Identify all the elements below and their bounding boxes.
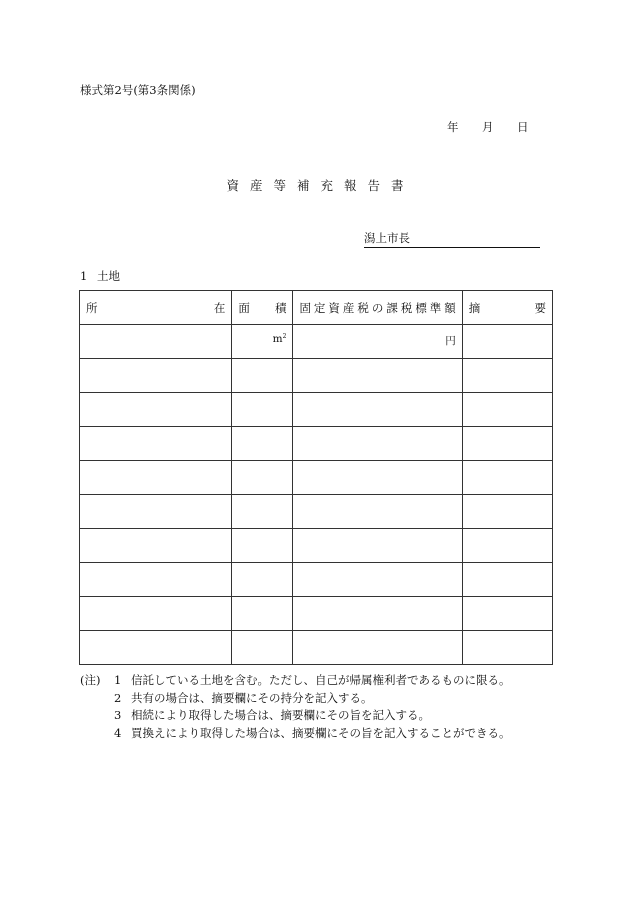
- table-row: [80, 563, 553, 597]
- table-row: [80, 325, 553, 359]
- table-row: [80, 631, 553, 665]
- land-table: [79, 290, 553, 665]
- header-tax-base: [293, 291, 462, 325]
- cell-area[interactable]: [232, 427, 293, 461]
- cell-remarks[interactable]: [462, 359, 552, 393]
- cell-area[interactable]: [232, 359, 293, 393]
- date-month-label: 月: [482, 120, 494, 134]
- cell-area[interactable]: [232, 325, 293, 359]
- cell-tax-base[interactable]: [293, 461, 462, 495]
- cell-area[interactable]: [232, 529, 293, 563]
- header-remarks: 摘 要: [462, 291, 552, 325]
- cell-location[interactable]: [80, 325, 232, 359]
- cell-tax-base[interactable]: [293, 563, 462, 597]
- table-row: [80, 529, 553, 563]
- notes: [80, 672, 511, 742]
- cell-location[interactable]: [80, 427, 232, 461]
- section-number: 1: [80, 269, 88, 283]
- date-year-label: 年: [447, 120, 459, 134]
- cell-area[interactable]: [232, 461, 293, 495]
- note-item: (注) 1 信託している土地を含む。ただし、自己が帰属権利者であるものに限る。: [80, 672, 511, 690]
- table-row: [80, 359, 553, 393]
- cell-area[interactable]: [232, 393, 293, 427]
- header-location: 所 在: [80, 291, 232, 325]
- cell-tax-base[interactable]: [293, 325, 462, 359]
- table-header-row: [80, 291, 553, 325]
- area-unit: $m^2$: [272, 333, 287, 345]
- table-row: [80, 597, 553, 631]
- cell-location[interactable]: [80, 597, 232, 631]
- addressee-line: [364, 230, 540, 248]
- cell-remarks[interactable]: [462, 427, 552, 461]
- cell-remarks[interactable]: [462, 597, 552, 631]
- cell-remarks[interactable]: [462, 631, 552, 665]
- cell-remarks[interactable]: [462, 495, 552, 529]
- table-row: [80, 427, 553, 461]
- cell-remarks[interactable]: [462, 325, 552, 359]
- note-item: 4 買換えにより取得した場合は、摘要欄にその旨を記入することができる。: [114, 725, 511, 740]
- cell-area[interactable]: [232, 597, 293, 631]
- cell-location[interactable]: [80, 495, 232, 529]
- cell-tax-base[interactable]: [293, 393, 462, 427]
- cell-tax-base[interactable]: [293, 529, 462, 563]
- cell-remarks[interactable]: [462, 461, 552, 495]
- notes-label: (注): [80, 673, 101, 687]
- cell-tax-base[interactable]: [293, 427, 462, 461]
- cell-remarks[interactable]: [462, 393, 552, 427]
- document-title: 資産等補充報告書: [226, 178, 415, 193]
- cell-tax-base[interactable]: [293, 631, 462, 665]
- header-area: 面 積: [232, 291, 293, 325]
- cell-location[interactable]: [80, 631, 232, 665]
- section-label: 土地: [97, 269, 120, 283]
- section-heading: [80, 268, 120, 284]
- cell-area[interactable]: [232, 495, 293, 529]
- form-number: 様式第2号(第3条関係): [80, 83, 196, 97]
- cell-remarks[interactable]: [462, 563, 552, 597]
- cell-area[interactable]: [232, 631, 293, 665]
- cell-location[interactable]: [80, 563, 232, 597]
- cell-tax-base[interactable]: [293, 597, 462, 631]
- cell-location[interactable]: [80, 393, 232, 427]
- cell-location[interactable]: [80, 359, 232, 393]
- cell-location[interactable]: [80, 529, 232, 563]
- date-day-label: 日: [517, 120, 529, 134]
- cell-location[interactable]: [80, 461, 232, 495]
- addressee-name: 潟上市長: [364, 231, 410, 245]
- note-item: 2 共有の場合は、摘要欄にその持分を記入する。: [114, 690, 373, 705]
- table-row: [80, 461, 553, 495]
- table-row: [80, 393, 553, 427]
- cell-area[interactable]: [232, 563, 293, 597]
- cell-tax-base[interactable]: [293, 359, 462, 393]
- cell-tax-base[interactable]: [293, 495, 462, 529]
- header-tax-base-label: 固 定 資 産 税 の 課 税 標 準 額: [299, 300, 456, 315]
- cell-remarks[interactable]: [462, 529, 552, 563]
- note-item: 3 相続により取得した場合は、摘要欄にその旨を記入する。: [114, 708, 430, 722]
- table-row: [80, 495, 553, 529]
- amount-unit: 円: [445, 335, 456, 347]
